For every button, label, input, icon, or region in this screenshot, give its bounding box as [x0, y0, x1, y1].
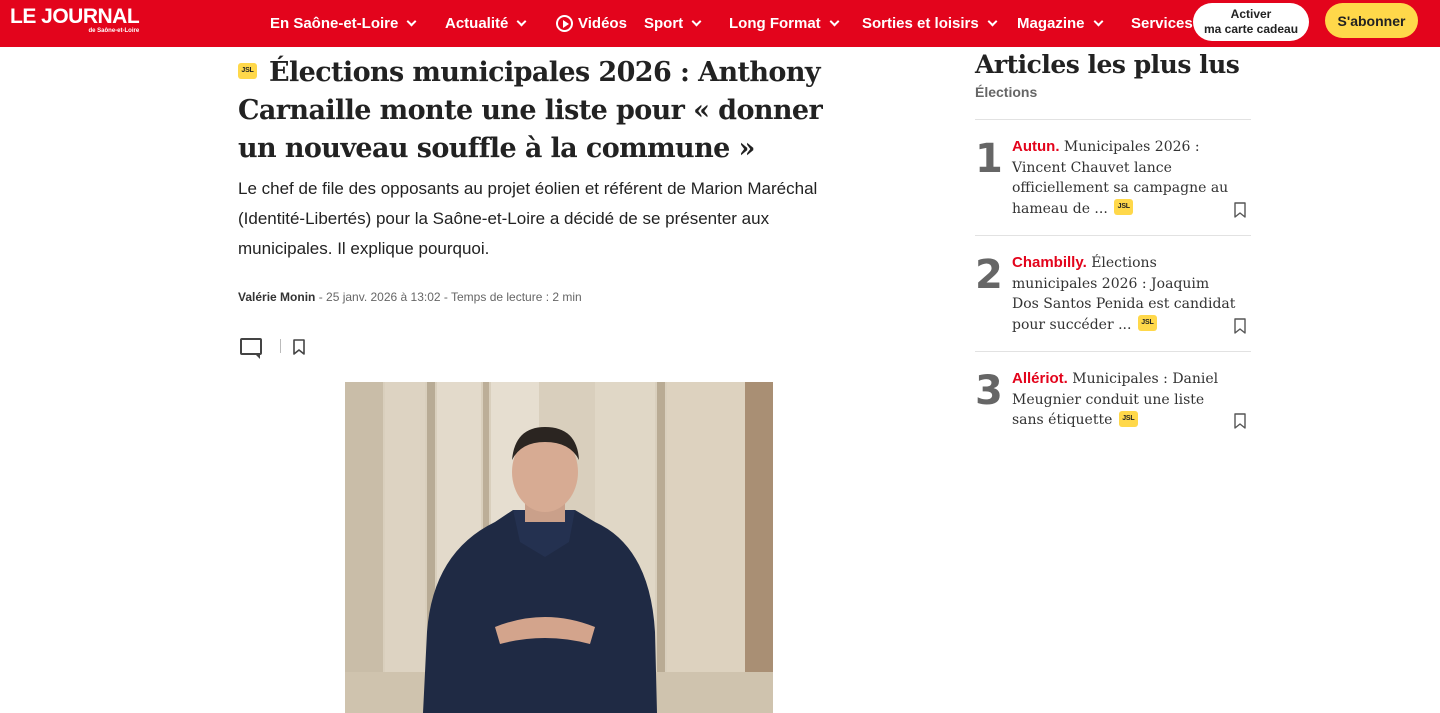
most-read-item[interactable]	[975, 235, 1251, 351]
gift-button-line1: Activer	[1230, 7, 1272, 21]
jsl-badge-icon: JSL	[238, 63, 257, 79]
most-read-title: Articles les plus lus	[975, 50, 1240, 79]
logo-title: LE JOURNAL	[10, 5, 140, 28]
nav-item-label: Vidéos	[578, 15, 627, 32]
article-title-text: Élections municipales 2026 : Anthony Carnaille monte une liste pour « donner un nouveau souffle à la commune »	[238, 57, 823, 164]
nav-item-videos[interactable]	[556, 0, 627, 47]
nav-item-long-format[interactable]	[729, 0, 838, 47]
jsl-badge-icon: JSL	[1138, 315, 1157, 331]
nav-item-label: Magazine	[1017, 15, 1085, 32]
rank-number: 3	[975, 368, 1003, 414]
chevron-down-icon	[692, 17, 702, 27]
chevron-down-icon	[1093, 17, 1103, 27]
most-read-subtitle: Élections	[975, 84, 1038, 100]
nav-item-sorties-et-loisirs[interactable]	[862, 0, 996, 47]
item-headline: Municipales : Daniel Meugnier conduit une liste sans étiquette	[1012, 371, 1219, 428]
nav-item-label: Sorties et loisirs	[862, 15, 979, 32]
nav-item-en-saone-et-loire[interactable]	[270, 0, 415, 47]
nav-item-label: Actualité	[445, 15, 509, 32]
jsl-badge-icon: JSL	[1119, 411, 1138, 427]
nav-item-label: Long Format	[729, 15, 821, 32]
most-read-item-text	[1012, 137, 1237, 219]
gift-button-line2: ma carte cadeau	[1203, 22, 1299, 36]
article-title	[238, 54, 828, 168]
nav-item-services[interactable]	[1131, 0, 1193, 47]
nav-item-sport[interactable]	[644, 0, 700, 47]
item-place: Allériot.	[1012, 370, 1068, 387]
most-read-list	[975, 119, 1251, 467]
rank-number: 1	[975, 136, 1003, 182]
site-logo[interactable]	[10, 5, 140, 34]
bookmark-icon[interactable]	[1234, 318, 1246, 333]
comment-icon[interactable]	[240, 338, 262, 355]
article-lede: Le chef de file des opposants au projet éolien et référent de Marion Maréchal (Identité-Libertés) pour la Saône-et-Loire a décidé de se présenter aux municipales. Il explique pourquoi.	[238, 179, 818, 258]
jsl-badge-icon: JSL	[1114, 199, 1133, 215]
divider	[280, 339, 281, 353]
nav-item-label: Sport	[644, 15, 684, 32]
most-read-item-text	[1012, 253, 1237, 335]
top-navigation-bar	[0, 0, 1440, 47]
most-read-item-text	[1012, 369, 1237, 431]
most-read-item[interactable]	[975, 351, 1251, 467]
subscribe-button[interactable]: S'abonner	[1325, 3, 1418, 38]
chevron-down-icon	[407, 17, 417, 27]
article-actions	[240, 335, 305, 357]
item-place: Chambilly.	[1012, 254, 1087, 271]
item-headline: Municipales 2026 : Vincent Chauvet lance officiellement sa campagne au hameau de ...	[1012, 139, 1229, 217]
nav-item-label: Services	[1131, 15, 1193, 32]
article-meta: - 25 janv. 2026 à 13:02 - Temps de lecture : 2 min	[315, 290, 582, 304]
chevron-down-icon	[517, 17, 527, 27]
nav-item-actualite[interactable]	[445, 0, 525, 47]
article-author[interactable]: Valérie Monin	[238, 290, 316, 304]
chevron-down-icon	[987, 17, 997, 27]
most-read-item[interactable]	[975, 119, 1251, 235]
bookmark-icon[interactable]	[293, 339, 305, 354]
item-headline: Élections municipales 2026 : Joaquim Dos Santos Penida est candidat pour succéder ...	[1012, 255, 1236, 333]
activate-gift-card-button[interactable]	[1193, 3, 1309, 41]
play-circle-icon	[556, 15, 573, 32]
bookmark-icon[interactable]	[1234, 202, 1246, 217]
item-place: Autun.	[1012, 138, 1060, 155]
nav-item-label: En Saône-et-Loire	[270, 15, 399, 32]
article-photo	[345, 382, 773, 713]
bookmark-icon[interactable]	[1234, 413, 1246, 428]
rank-number: 2	[975, 252, 1003, 298]
nav-item-magazine[interactable]	[1017, 0, 1102, 47]
chevron-down-icon	[829, 17, 839, 27]
logo-subtitle: de Saône-et-Loire	[88, 28, 140, 34]
article-byline	[238, 290, 582, 304]
